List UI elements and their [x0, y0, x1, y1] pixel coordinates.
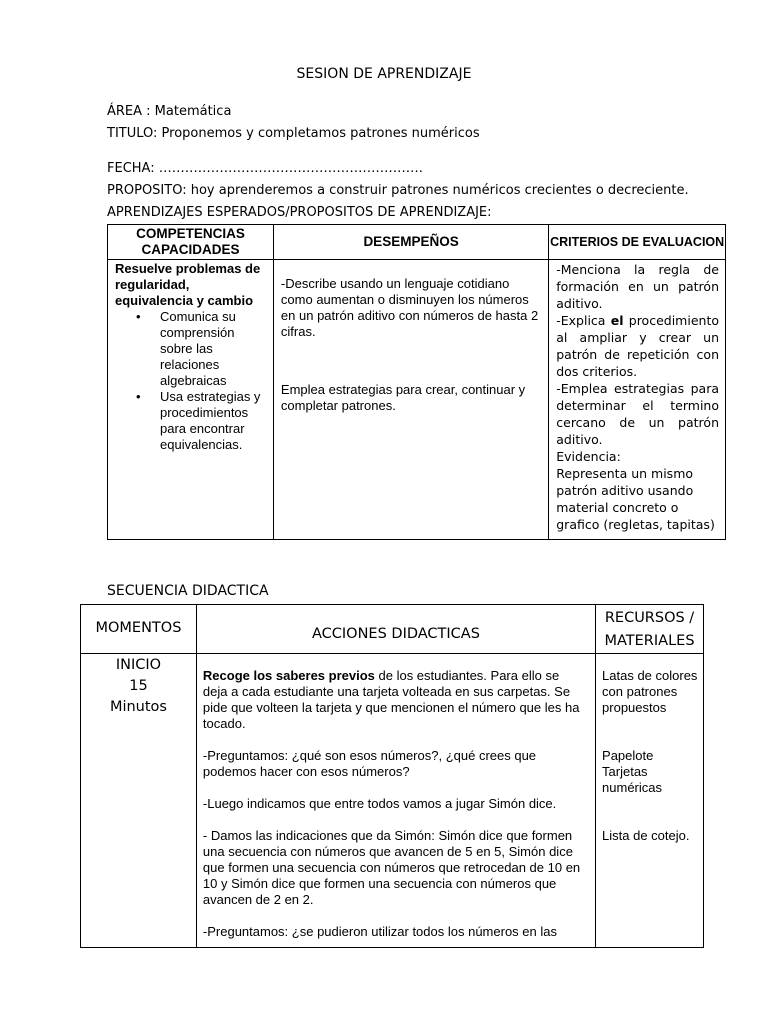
document-title: SESION DE APRENDIZAJE: [296, 66, 472, 82]
criterio-1: -Menciona la regla de formación en un patrón aditivo.: [556, 262, 719, 311]
desempeno-2: Emplea estrategias para crear, continuar y completar patrones.: [280, 382, 526, 413]
criterio-3: -Emplea estrategias para determinar el termino cercano de un patrón aditivo.: [556, 381, 719, 447]
capacidad-item: • Usa estrategias y procedimientos para encontrar equivalencias.: [115, 389, 267, 453]
competencias-header: COMPETENCIAS CAPACIDADES: [108, 225, 274, 260]
criterios-header: CRITERIOS DE EVALUACION: [549, 225, 726, 260]
recursos-cell: [596, 654, 704, 948]
area-line: ÁREA : Matemática: [107, 104, 232, 119]
competencia-text: Resuelve problemas de regularidad, equivalencia y cambio: [115, 261, 261, 308]
recurso-tarjetas: Tarjetas numéricas: [602, 764, 662, 795]
desempeno-1: -Describe usando un lenguaje cotidiano como aumentan o disminuyen los números en un patrón aditivo con números de hasta 2 cifras.: [280, 276, 539, 339]
competencias-body-row: [108, 260, 726, 540]
recurso-latas: Latas de colores con patrones propuestos: [602, 668, 698, 715]
evidencia-text: Representa un mismo patrón aditivo usando material concreto o grafico (regletas, tapitas): [556, 466, 715, 532]
accion-preguntas-2: -Preguntamos: ¿se pudieron utilizar todos los números en las: [202, 924, 557, 939]
recurso-lista-cotejo: Lista de cotejo.: [602, 828, 690, 843]
titulo-line: TITULO: Proponemos y completamos patrones numéricos: [107, 126, 480, 141]
capacidad-item: • Comunica su comprensión sobre las relaciones algebraicas: [115, 309, 267, 389]
criterio-2: -Explica el procedimiento al ampliar y crear un patrón de repetición con dos criterios.: [556, 313, 719, 379]
momento-inicio: INICIO: [115, 657, 162, 673]
desempenos-cell: [273, 260, 548, 540]
criterios-cell: [549, 260, 726, 540]
accion-simon-dice: -Luego indicamos que entre todos vamos a jugar Simón dice.: [202, 796, 557, 811]
momento-cell: [81, 654, 197, 948]
evidencia-label: Evidencia:: [556, 449, 621, 464]
accion-saberes-previos: Recoge los saberes previos de los estudiantes. Para ello se deja a cada estudiante una tarjeta volteada en sus carpetas. Se pide que volteen la tarjeta y que mencionen el número que les ha tocado.: [202, 668, 580, 731]
fecha-line: FECHA: …………………………………………………….: [107, 161, 423, 176]
capacidades-list: [115, 309, 267, 453]
recurso-papelote: Papelote: [602, 748, 654, 763]
desempenos-header: DESEMPEÑOS: [273, 225, 548, 260]
acciones-cell: [196, 654, 595, 948]
acciones-header: ACCIONES DIDACTICAS: [196, 605, 595, 654]
accion-preguntas: -Preguntamos: ¿qué son esos números?, ¿qué crees que podemos hacer con esos números?: [202, 748, 537, 779]
momento-duracion: 15: [129, 678, 148, 694]
competencias-cell: [108, 260, 274, 540]
secuencia-label: SECUENCIA DIDACTICA: [107, 583, 269, 599]
momentos-header: MOMENTOS: [81, 605, 197, 654]
proposito-line: PROPOSITO: hoy aprenderemos a construir patrones numéricos crecientes o decreciente.: [107, 183, 689, 198]
competencias-header-row: [108, 225, 726, 260]
momento-unidad: Minutos: [109, 699, 167, 715]
aprendizajes-line: APRENDIZAJES ESPERADOS/PROPOSITOS DE APRENDIZAJE:: [107, 205, 492, 220]
competencias-table: [107, 224, 726, 540]
secuencia-header-row: [81, 605, 704, 654]
secuencia-table: [80, 604, 704, 948]
inicio-row: [81, 654, 704, 948]
recursos-header: RECURSOS / MATERIALES: [596, 605, 704, 654]
accion-indicaciones: - Damos las indicaciones que da Simón: Simón dice que formen una secuencia con números que avancen de 5 en 5, Simón dice que formen una secuencia con números que retrocedan de 10 en 10 y Simón dice que formen una secuencia con números que avancen de 2 en 2.: [202, 828, 581, 907]
